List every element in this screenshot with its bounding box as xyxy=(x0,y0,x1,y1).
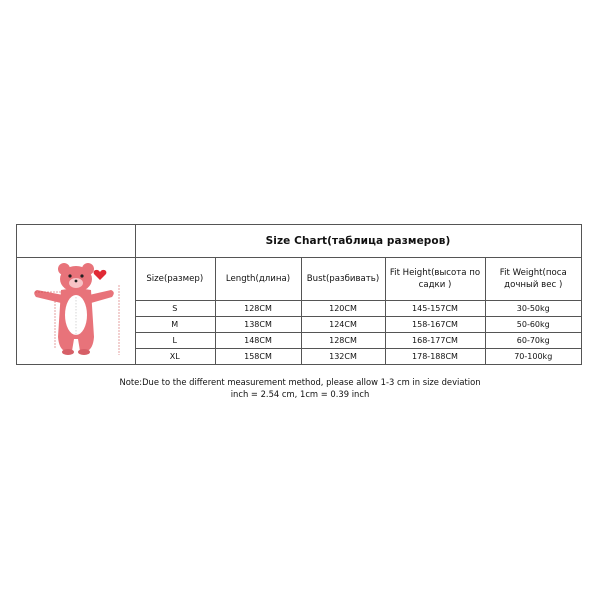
bear-nose xyxy=(75,280,78,283)
note-line-deviation: Note:Due to the different measurement method, please allow 1-3 cm in size deviation xyxy=(119,377,481,387)
heart-icon xyxy=(94,270,107,280)
size-table xyxy=(135,257,581,364)
col-header-fit-height: Fit Height(высота по садки ) xyxy=(385,257,485,301)
cell-fit-weight: 60-70kg xyxy=(485,333,581,349)
table-row xyxy=(135,301,581,317)
bear-right-arm xyxy=(89,290,114,303)
cell-length: 148CM xyxy=(215,333,301,349)
bear-right-foot xyxy=(78,349,90,355)
measurement-note xyxy=(0,377,600,400)
cell-size: M xyxy=(135,317,215,333)
cell-length: 128CM xyxy=(215,301,301,317)
cell-fit-weight: 50-60kg xyxy=(485,317,581,333)
cell-size: L xyxy=(135,333,215,349)
col-header-size: Size(размер) xyxy=(135,257,215,301)
cell-fit-height: 168-177CM xyxy=(385,333,485,349)
corner-cell xyxy=(17,225,136,257)
cell-fit-height: 158-167CM xyxy=(385,317,485,333)
title-row xyxy=(17,225,581,258)
cell-length: 138CM xyxy=(215,317,301,333)
cell-length: 158CM xyxy=(215,349,301,365)
cell-bust: 124CM xyxy=(301,317,385,333)
bear-right-eye xyxy=(80,274,83,277)
note-line-conversion: inch = 2.54 cm, 1cm = 0.39 inch xyxy=(230,388,370,399)
cell-size: S xyxy=(135,301,215,317)
cell-bust: 132CM xyxy=(301,349,385,365)
cell-fit-weight: 30-50kg xyxy=(485,301,581,317)
col-header-length: Length(длина) xyxy=(215,257,301,301)
bear-left-eye xyxy=(68,274,71,277)
table-row xyxy=(135,317,581,333)
col-header-fit-weight: Fit Weight(поса дочный вес ) xyxy=(485,257,581,301)
bear-left-foot xyxy=(62,349,74,355)
table-row xyxy=(135,349,581,365)
cell-fit-height: 145-157CM xyxy=(385,301,485,317)
col-header-bust: Bust(разбивать) xyxy=(301,257,385,301)
bear-snout xyxy=(69,278,83,288)
cell-bust: 128CM xyxy=(301,333,385,349)
cell-fit-height: 178-188CM xyxy=(385,349,485,365)
table-row xyxy=(135,333,581,349)
cell-fit-weight: 70-100kg xyxy=(485,349,581,365)
cell-size: XL xyxy=(169,352,180,361)
size-chart xyxy=(16,224,582,365)
product-illustration-cell xyxy=(17,257,136,364)
cell-bust: 120CM xyxy=(301,301,385,317)
bear-onesie-illustration xyxy=(17,257,135,364)
chart-title: Size Chart(таблица размеров) xyxy=(265,235,451,247)
table-header-row xyxy=(135,257,581,301)
